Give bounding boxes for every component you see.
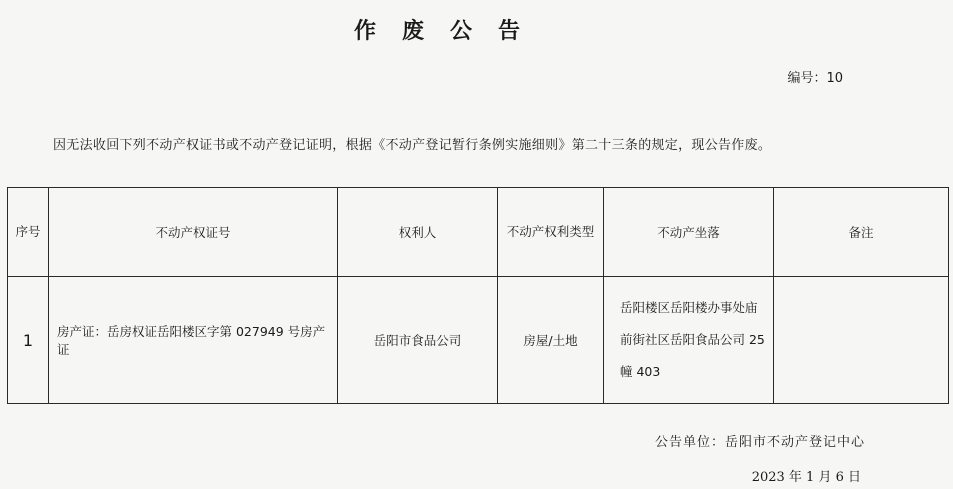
header-right-type: 不动产权利类型 xyxy=(498,188,604,277)
notice-number: 编号：10 xyxy=(787,71,843,86)
header-cert-no: 不动产权证号 xyxy=(49,188,338,277)
header-seq: 序号 xyxy=(8,188,49,277)
page-title: 作废公告 xyxy=(353,19,546,44)
table-header-row xyxy=(8,188,949,277)
cell-right-type: 房屋/土地 xyxy=(498,277,604,404)
cell-holder: 岳阳市食品公司 xyxy=(338,277,498,404)
issuing-unit: 公告单位：岳阳市不动产登记中心 xyxy=(654,435,865,450)
cell-seq: 1 xyxy=(8,277,49,404)
header-location: 不动产坐落 xyxy=(604,188,774,277)
issue-date: 2023 年 1 月 6 日 xyxy=(751,470,861,485)
header-holder: 权利人 xyxy=(338,188,498,277)
cell-remark xyxy=(774,277,949,404)
cell-cert-no: 房产证：岳房权证岳阳楼区字第 027949 号房产证 xyxy=(49,277,338,404)
header-remark: 备注 xyxy=(774,188,949,277)
table-row xyxy=(8,277,949,404)
cell-location: 岳阳楼区岳阳楼办事处庙前街社区岳阳食品公司 25 幢 403 xyxy=(604,277,774,404)
intro-paragraph: 因无法收回下列不动产权证书或不动产登记证明，根据《不动产登记暂行条例实施细则》第二十三条的规定，现公告作废。 xyxy=(53,138,772,153)
notice-table xyxy=(7,187,949,404)
